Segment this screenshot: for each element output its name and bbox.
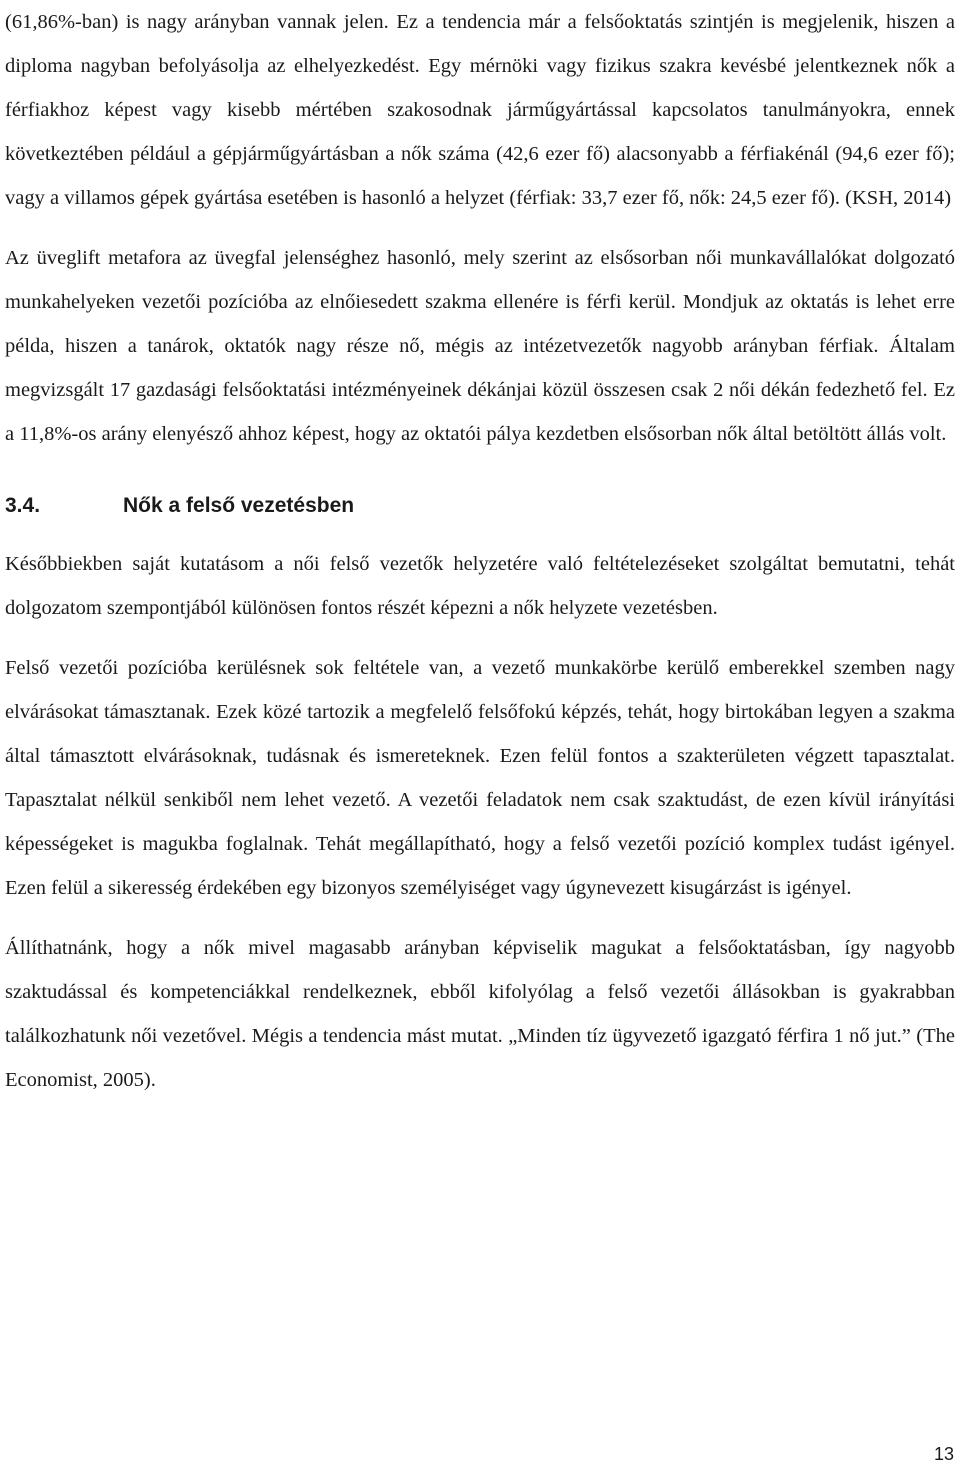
section-title: Nők a felső vezetésben [123, 494, 355, 517]
section-number: 3.4. [5, 494, 41, 517]
document-page [5, 0, 955, 1102]
paragraph-research-intro: Későbbiekben saját kutatásom a női felső vezetők helyzetére való feltételezéseket szolgáltat bemutatni, tehát dolgozatom szempontjából különösen fontos részét képezni a nők helyzete vezetésben. [5, 553, 955, 619]
paragraph-tendency: Állíthatnánk, hogy a nők mivel magasabb arányban képviselik magukat a felsőoktatásban, így nagyobb szaktudással és kompetenciákkal rendelkeznek, ebből kifolyólag a felső vezetői állásokban is gyakrabban találkozhatunk női vezetővel. Mégis a tendencia mást mutat. „Minden tíz ügyvezető igazgató férfira 1 nő jut.” (The Economist, 2005). [5, 937, 955, 1091]
page-number: 13 [933, 1444, 954, 1464]
paragraph-gender-education: (61,86%-ban) is nagy arányban vannak jelen. Ez a tendencia már a felsőoktatás szintjén is megjelenik, hiszen a diploma nagyban befolyásolja az elhelyezkedést. Egy mérnöki vagy fizikus szakra kevésbé jelentkeznek nők a férfiakhoz képest vagy kisebb mértében szakosodnak járműgyártással kapcsolatos tanulmányokra, ennek következtében például a gépjárműgyártásban a nők száma (42,6 ezer fő) alacsonyabb a férfiakénál (94,6 ezer fő); vagy a villamos gépek gyártása esetében is hasonló a helyzet (férfiak: 33,7 ezer fő, nők: 24,5 ezer fő). (KSH, 2014) [5, 11, 955, 209]
section-heading [5, 486, 955, 526]
paragraph-glass-lift: Az üveglift metafora az üvegfal jelenséghez hasonló, mely szerint az elsősorban női munkavállalókat dolgozató munkahelyeken vezetői pozícióba az elnőiesedett szakma ellenére is férfi kerül. Mondjuk az oktatás is lehet erre példa, hiszen a tanárok, oktatók nagy része nő, mégis az intézetvezetők nagyobb arányban férfiak. Általam megvizsgált 17 gazdasági felsőoktatási intézményeinek dékánjai közül összesen csak 2 női dékán fedezhető fel. Ez a 11,8%-os arány elenyésző ahhoz képest, hogy az oktatói pálya kezdetben elsősorban nők által betöltött állás volt. [5, 247, 955, 445]
paragraph-leadership-conditions: Felső vezetői pozícióba kerülésnek sok feltétele van, a vezető munkakörbe kerülő emberekkel szemben nagy elvárásokat támasztanak. Ezek közé tartozik a megfelelő felsőfokú képzés, tehát, hogy birtokában legyen a szakma által támasztott elvárásoknak, tudásnak és ismereteknek. Ezen felül fontos a szakterületen végzett tapasztalat. Tapasztalat nélkül senkiből nem lehet vezető. A vezetői feladatok nem csak szaktudást, de ezen kívül irányítási képességeket is magukba foglalnak. Tehát megállapítható, hogy a felső vezetői pozíció komplex tudást igényel. Ezen felül a sikeresség érdekében egy bizonyos személyiséget vagy úgynevezett kisugárzást is igényel. [5, 657, 955, 899]
